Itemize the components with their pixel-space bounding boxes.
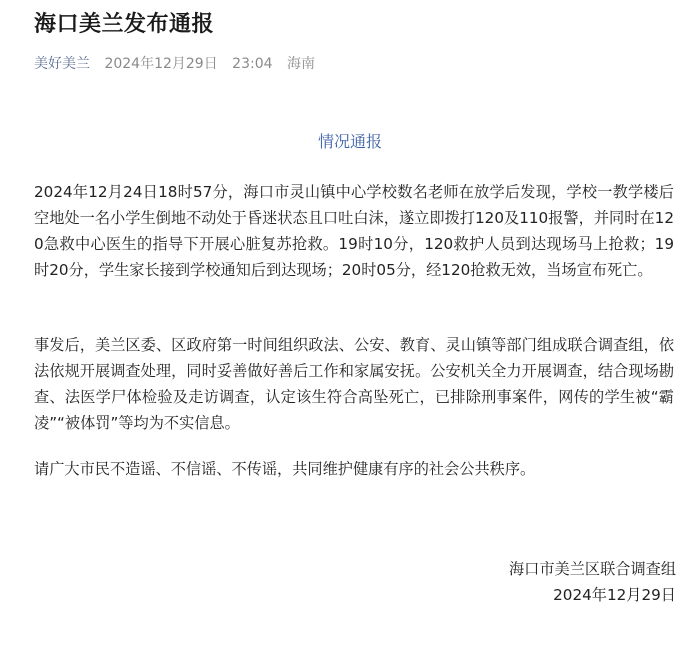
signature-date: 2024年12月29日 (553, 586, 676, 604)
publish-date: 2024年12月29日 (104, 56, 218, 72)
paragraph-incident: 2024年12月24日18时57分，海口市灵山镇中心学校数名老师在放学后发现，学校一教学楼后空地处一名小学生倒地不动处于昏迷状态且口吐白沫，遂立即拨打120及110报警，并同时在120急救中心医生的指导下开展心脏复苏抢救。19时10分，120救护人员到达现场马上抢救；19时20分，学生家长接到学校通知后到达现场；20时05分，经120抢救无效，当场宣布死亡。 (34, 183, 674, 279)
article-meta (34, 54, 315, 74)
publish-location: 海南 (286, 56, 315, 72)
article-title: 海口美兰发布通报 (34, 12, 215, 37)
section-heading: 情况通报 (317, 132, 382, 151)
paragraph-appeal: 请广大市民不造谣、不信谣、不传谣，共同维护健康有序的社会公共秩序。 (34, 460, 536, 478)
paragraph-investigation: 事发后，美兰区委、区政府第一时间组织政法、公安、教育、灵山镇等部门组成联合调查组，依法依规开展调查处理，同时妥善做好善后工作和家属安抚。公安机关全力开展调查，结合现场勘查、法医学尸体检验及走访调查，认定该生符合高坠死亡，已排除刑事案件，网传的学生被“霸凌”“被体罚”等均为不实信息。 (34, 336, 674, 432)
signature-organization: 海口市美兰区联合调查组 (508, 560, 676, 578)
author-link[interactable]: 美好美兰 (34, 56, 90, 72)
publish-time: 23:04 (232, 56, 273, 72)
